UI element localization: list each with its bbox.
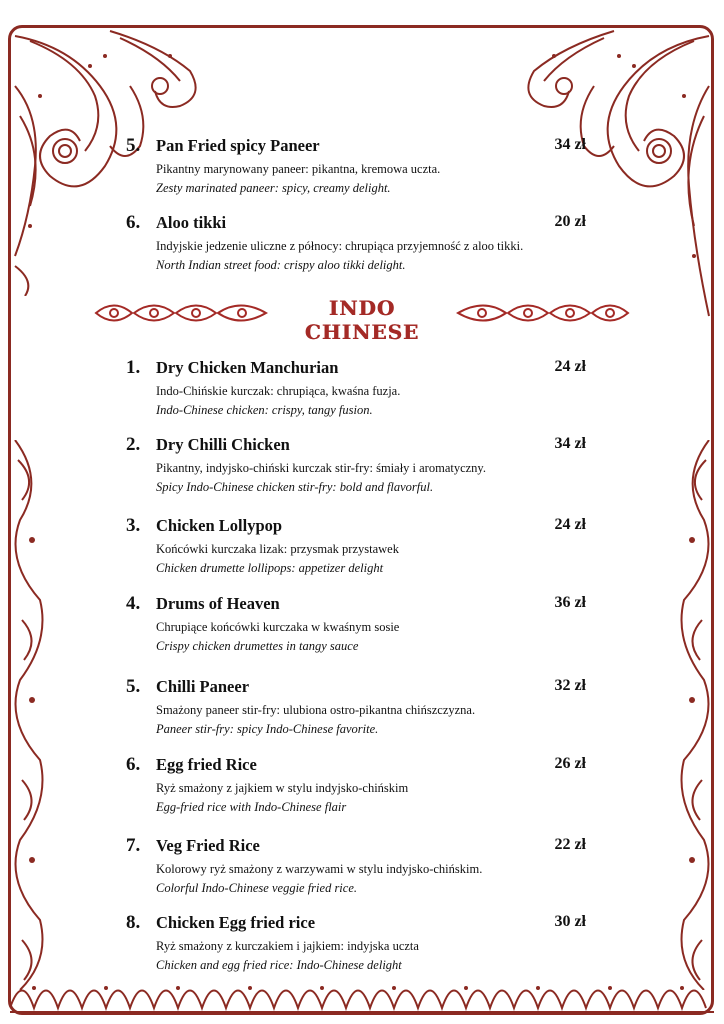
item-description-pl: Indo-Chińskie kurczak: chrupiąca, kwaśna fuzja. — [156, 384, 401, 398]
item-price: 34 zł — [554, 136, 586, 153]
item-number: 1. — [126, 357, 141, 378]
item-description-en: Paneer stir-fry: spicy Indo-Chinese favorite. — [156, 722, 379, 736]
section-title: INDO CHINESE — [304, 296, 420, 344]
item-name: Dry Chilli Chicken — [156, 435, 290, 454]
item-name: Dry Chicken Manchurian — [156, 358, 339, 377]
item-price: 20 zł — [554, 213, 586, 230]
item-price: 24 zł — [554, 516, 586, 533]
item-description-en: Zesty marinated paneer: spicy, creamy delight. — [156, 181, 391, 195]
item-description-en: Chicken and egg fried rice: Indo-Chinese delight — [156, 958, 402, 972]
item-number: 8. — [126, 912, 141, 933]
item-description-pl: Pikantny marynowany paneer: pikantna, kremowa uczta. — [156, 162, 441, 176]
item-description-pl: Smażony paneer stir-fry: ulubiona ostro-pikantna chińszczyzna. — [156, 703, 476, 717]
item-number: 3. — [126, 515, 141, 536]
item-name: Egg fried Rice — [156, 755, 257, 774]
item-description-pl: Chrupiące końcówki kurczaka w kwaśnym sosie — [156, 620, 400, 634]
item-name: Chilli Paneer — [156, 677, 250, 696]
item-name: Drums of Heaven — [156, 594, 280, 613]
item-description-pl: Ryż smażony z kurczakiem i jajkiem: indyjska uczta — [156, 939, 419, 953]
item-name: Chicken Lollypop — [156, 516, 283, 535]
item-number: 6. — [126, 754, 141, 775]
item-number: 6. — [126, 212, 141, 233]
item-description-en: Crispy chicken drumettes in tangy sauce — [156, 639, 359, 653]
item-price: 34 zł — [554, 435, 586, 452]
section-ornament-right-icon — [454, 296, 632, 330]
item-description-en: Indo-Chinese chicken: crispy, tangy fusion. — [156, 403, 373, 417]
item-number: 5. — [126, 135, 141, 156]
item-price: 26 zł — [554, 755, 586, 772]
vine-border-right-icon — [674, 440, 714, 990]
item-description-pl: Pikantny, indyjsko-chiński kurczak stir-fry: śmiały i aromatyczny. — [156, 461, 486, 475]
item-description-en: Spicy Indo-Chinese chicken stir-fry: bold and flavorful. — [156, 480, 434, 494]
bottom-border-pattern-icon — [10, 968, 714, 1014]
item-number: 4. — [126, 593, 141, 614]
item-description-en: Colorful Indo-Chinese veggie fried rice. — [156, 881, 358, 895]
paisley-corner-top-right-icon — [514, 26, 714, 326]
section-ornament-left-icon — [94, 296, 270, 330]
item-name: Veg Fried Rice — [156, 836, 260, 855]
item-price: 22 zł — [554, 836, 586, 853]
item-name: Pan Fried spicy Paneer — [156, 136, 320, 155]
item-description-en: Chicken drumette lollipops: appetizer delight — [156, 561, 384, 575]
item-price: 24 zł — [554, 358, 586, 375]
vine-border-left-icon — [10, 440, 50, 990]
item-description-pl: Ryż smażony z jajkiem w stylu indyjsko-chińskim — [156, 781, 409, 795]
item-description-en: Egg-fried rice with Indo-Chinese flair — [156, 800, 347, 814]
item-number: 7. — [126, 835, 141, 856]
item-name: Chicken Egg fried rice — [156, 913, 316, 932]
item-number: 5. — [126, 676, 141, 697]
item-description-pl: Kolorowy ryż smażony z warzywami w stylu indyjsko-chińskim. — [156, 862, 483, 876]
item-description-pl: Indyjskie jedzenie uliczne z północy: chrupiąca przyjemność z aloo tikki. — [156, 239, 524, 253]
item-price: 30 zł — [554, 913, 586, 930]
item-name: Aloo tikki — [156, 213, 227, 232]
item-price: 32 zł — [554, 677, 586, 694]
item-price: 36 zł — [554, 594, 586, 611]
item-description-en: North Indian street food: crispy aloo tikki delight. — [156, 258, 406, 272]
paisley-corner-top-left-icon — [10, 26, 210, 296]
item-description-pl: Końcówki kurczaka lizak: przysmak przystawek — [156, 542, 399, 556]
item-number: 2. — [126, 434, 141, 455]
